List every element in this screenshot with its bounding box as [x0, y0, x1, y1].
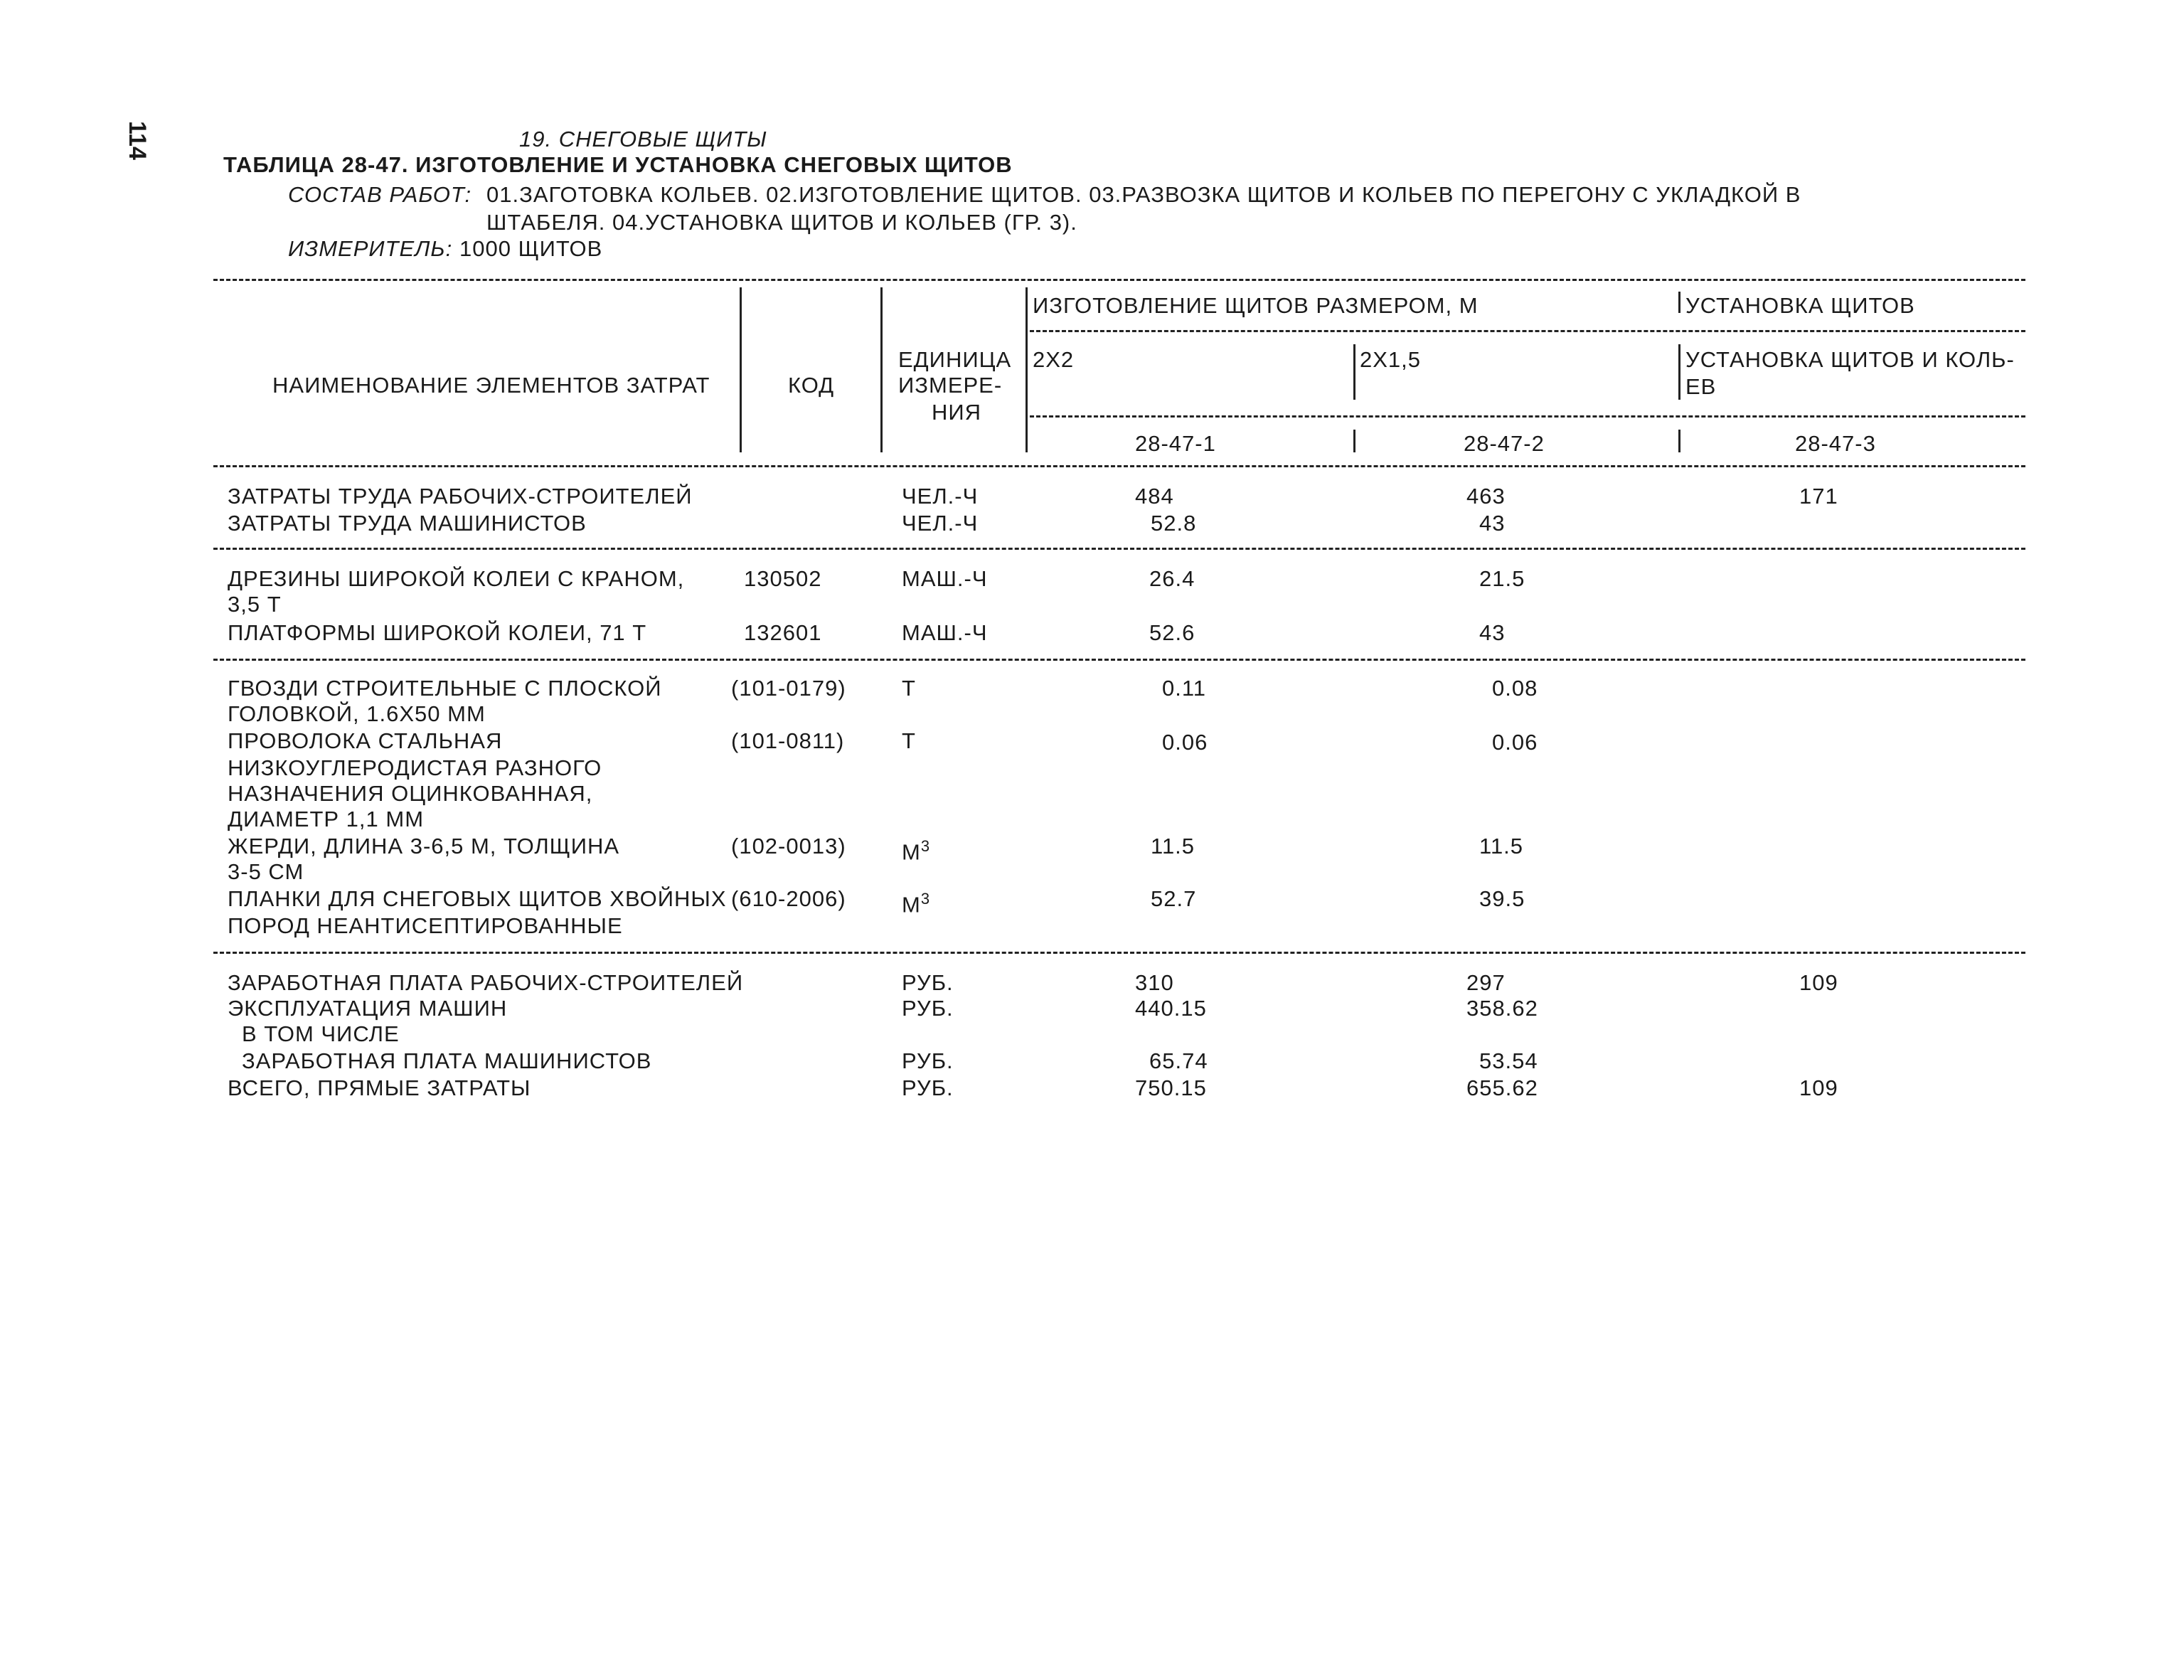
- row-planks-v2: 39.5: [1479, 886, 1525, 911]
- row-labor-workers-v2: 463: [1466, 484, 1506, 509]
- row-poles-unit: [902, 834, 930, 865]
- row-total-unit: РУБ.: [902, 1075, 954, 1100]
- table-top-rule: [213, 279, 2025, 281]
- row-machines-op-v1: 440.15: [1135, 996, 1207, 1021]
- row-draisine-code: 130502: [744, 566, 822, 591]
- row-poles-v1: 11.5: [1151, 834, 1195, 858]
- composition-label: СОСТАВ РАБОТ:: [288, 182, 472, 207]
- row-draisine-v2: 21.5: [1479, 566, 1525, 591]
- header-unit-1: ЕДИНИЦА: [898, 347, 1012, 372]
- row-wages-v3: 109: [1799, 970, 1838, 995]
- row-poles-name-2: 3-5 СМ: [228, 859, 304, 884]
- header-divider-sub3: [1678, 344, 1680, 400]
- row-poles-unit-base: М: [902, 839, 921, 865]
- section-title: 19. СНЕГОВЫЕ ЩИТЫ: [519, 127, 767, 151]
- row-draisine-unit: МАШ.-Ч: [902, 566, 988, 591]
- row-wire-v1: 0.06: [1162, 730, 1208, 755]
- row-wire-name-4: ДИАМЕТР 1,1 ММ: [228, 807, 425, 831]
- header-name-col: НАИМЕНОВАНИЕ ЭЛЕМЕНТОВ ЗАТРАТ: [272, 373, 710, 398]
- row-wire-name-2: НИЗКОУГЛЕРОДИСТАЯ РАЗНОГО: [228, 755, 602, 780]
- row-labor-machinists-unit: ЧЕЛ.-Ч: [902, 511, 979, 536]
- row-wire-code: (101-0811): [731, 728, 845, 753]
- row-nails-name-1: ГВОЗДИ СТРОИТЕЛЬНЫЕ С ПЛОСКОЙ: [228, 676, 662, 701]
- section-rule-3: [213, 952, 2025, 954]
- row-poles-code: (102-0013): [731, 834, 846, 858]
- header-sub-3-line1: УСТАНОВКА ЩИТОВ И КОЛЬ-: [1685, 347, 2015, 372]
- header-unit-2: ИЗМЕРЕ-: [898, 373, 1003, 398]
- row-draisine-name-1: ДРЕЗИНЫ ШИРОКОЙ КОЛЕИ С КРАНОМ,: [228, 566, 685, 591]
- row-labor-workers-unit: ЧЕЛ.-Ч: [902, 484, 979, 509]
- section-rule-1: [213, 548, 2025, 550]
- row-total-v3: 109: [1799, 1075, 1838, 1100]
- row-labor-workers-v3: 171: [1799, 484, 1838, 509]
- row-labor-machinists-v1: 52.8: [1151, 511, 1197, 536]
- page-number: 114: [124, 121, 151, 160]
- header-sub-3-line2: ЕВ: [1685, 374, 1717, 399]
- header-bottom-rule: [213, 465, 2025, 467]
- header-divider-group2: [1678, 292, 1680, 313]
- row-nails-v1: 0.11: [1162, 676, 1207, 701]
- header-code-2: 28-47-2: [1464, 431, 1545, 456]
- header-divider-values: [1026, 287, 1028, 452]
- row-platforms-v2: 43: [1479, 620, 1506, 645]
- row-planks-unit: [902, 886, 930, 918]
- row-nails-name-2: ГОЛОВКОЙ, 1.6Х50 ММ: [228, 701, 486, 726]
- row-wire-v2: 0.06: [1492, 730, 1538, 755]
- row-poles-unit-sup: 3: [920, 837, 931, 855]
- row-wages-v2: 297: [1466, 970, 1506, 995]
- row-labor-machinists-v2: 43: [1479, 511, 1506, 536]
- row-wages-name: ЗАРАБОТНАЯ ПЛАТА РАБОЧИХ-СТРОИТЕЛЕЙ: [228, 970, 744, 995]
- row-wages-unit: РУБ.: [902, 970, 954, 995]
- row-nails-v2: 0.08: [1492, 676, 1538, 701]
- row-machinist-wages-v2: 53.54: [1479, 1048, 1538, 1073]
- header-divider-code2: [1353, 430, 1355, 452]
- row-planks-name-1: ПЛАНКИ ДЛЯ СНЕГОВЫХ ЩИТОВ ХВОЙНЫХ: [228, 886, 727, 911]
- header-code-3: 28-47-3: [1795, 431, 1876, 456]
- row-platforms-name: ПЛАТФОРМЫ ШИРОКОЙ КОЛЕИ, 71 Т: [228, 620, 647, 645]
- row-draisine-name-2: 3,5 Т: [228, 592, 282, 617]
- table-title: ТАБЛИЦА 28-47. ИЗГОТОВЛЕНИЕ И УСТАНОВКА СНЕГОВЫХ ЩИТОВ: [223, 152, 1013, 177]
- row-platforms-v1: 52.6: [1149, 620, 1195, 645]
- row-machines-op-unit: РУБ.: [902, 996, 954, 1021]
- row-planks-v1: 52.7: [1151, 886, 1197, 911]
- row-platforms-code: 132601: [744, 620, 822, 645]
- composition-line-1: 01.ЗАГОТОВКА КОЛЬЕВ. 02.ИЗГОТОВЛЕНИЕ ЩИТОВ. 03.РАЗВОЗКА ЩИТОВ И КОЛЬЕВ ПО ПЕРЕГОНУ С УКЛАДКОЙ В: [486, 182, 1801, 207]
- row-total-v2: 655.62: [1466, 1075, 1538, 1100]
- row-wages-v1: 310: [1135, 970, 1174, 995]
- row-total-name: ВСЕГО, ПРЯМЫЕ ЗАТРАТЫ: [228, 1075, 531, 1100]
- row-machinist-wages-unit: РУБ.: [902, 1048, 954, 1073]
- section-rule-2: [213, 659, 2025, 661]
- row-total-v1: 750.15: [1135, 1075, 1207, 1100]
- header-sub-2: 2Х1,5: [1360, 347, 1422, 372]
- row-nails-unit: Т: [902, 676, 916, 701]
- row-planks-unit-sup: 3: [920, 890, 931, 908]
- row-machines-op-name: ЭКСПЛУАТАЦИЯ МАШИН: [228, 996, 508, 1021]
- row-labor-machinists-name: ЗАТРАТЫ ТРУДА МАШИНИСТОВ: [228, 511, 587, 536]
- row-planks-unit-base: М: [902, 892, 921, 918]
- row-machinist-wages-v1: 65.74: [1149, 1048, 1208, 1073]
- header-code-1: 28-47-1: [1135, 431, 1216, 456]
- header-code-col: КОД: [788, 373, 835, 398]
- header-sub-1: 2Х2: [1033, 347, 1075, 372]
- header-rule-1: [1030, 330, 2025, 332]
- header-divider-sub2: [1353, 344, 1355, 400]
- row-wire-unit: Т: [902, 728, 916, 753]
- row-draisine-v1: 26.4: [1149, 566, 1195, 591]
- row-planks-name-2: ПОРОД НЕАНТИСЕПТИРОВАННЫЕ: [228, 913, 623, 938]
- header-unit-3: НИЯ: [932, 400, 982, 425]
- header-group-2: УСТАНОВКА ЩИТОВ: [1685, 293, 1915, 318]
- header-divider-unit: [880, 287, 883, 452]
- row-planks-code: (610-2006): [731, 886, 846, 911]
- row-wire-name-1: ПРОВОЛОКА СТАЛЬНАЯ: [228, 728, 503, 753]
- row-poles-v2: 11.5: [1479, 834, 1524, 858]
- row-machinist-wages-name: ЗАРАБОТНАЯ ПЛАТА МАШИНИСТОВ: [242, 1048, 652, 1073]
- row-nails-code: (101-0179): [731, 676, 846, 701]
- header-divider-code3: [1678, 430, 1680, 452]
- header-divider-code: [740, 287, 742, 452]
- row-machines-op-v2: 358.62: [1466, 996, 1538, 1021]
- measure-label: ИЗМЕРИТЕЛЬ:: [288, 236, 453, 261]
- row-platforms-unit: МАШ.-Ч: [902, 620, 988, 645]
- row-labor-workers-name: ЗАТРАТЫ ТРУДА РАБОЧИХ-СТРОИТЕЛЕЙ: [228, 484, 693, 509]
- header-rule-2: [1030, 415, 2025, 418]
- row-labor-workers-v1: 484: [1135, 484, 1174, 509]
- header-group-1: ИЗГОТОВЛЕНИЕ ЩИТОВ РАЗМЕРОМ, М: [1033, 293, 1479, 318]
- row-poles-name-1: ЖЕРДИ, ДЛИНА 3-6,5 М, ТОЛЩИНА: [228, 834, 620, 858]
- row-including-name: В ТОМ ЧИСЛЕ: [242, 1021, 400, 1046]
- measure-value: 1000 ЩИТОВ: [459, 236, 603, 261]
- row-wire-name-3: НАЗНАЧЕНИЯ ОЦИНКОВАННАЯ,: [228, 781, 593, 806]
- composition-line-2: ШТАБЕЛЯ. 04.УСТАНОВКА ЩИТОВ И КОЛЬЕВ (ГР. 3).: [486, 210, 1077, 235]
